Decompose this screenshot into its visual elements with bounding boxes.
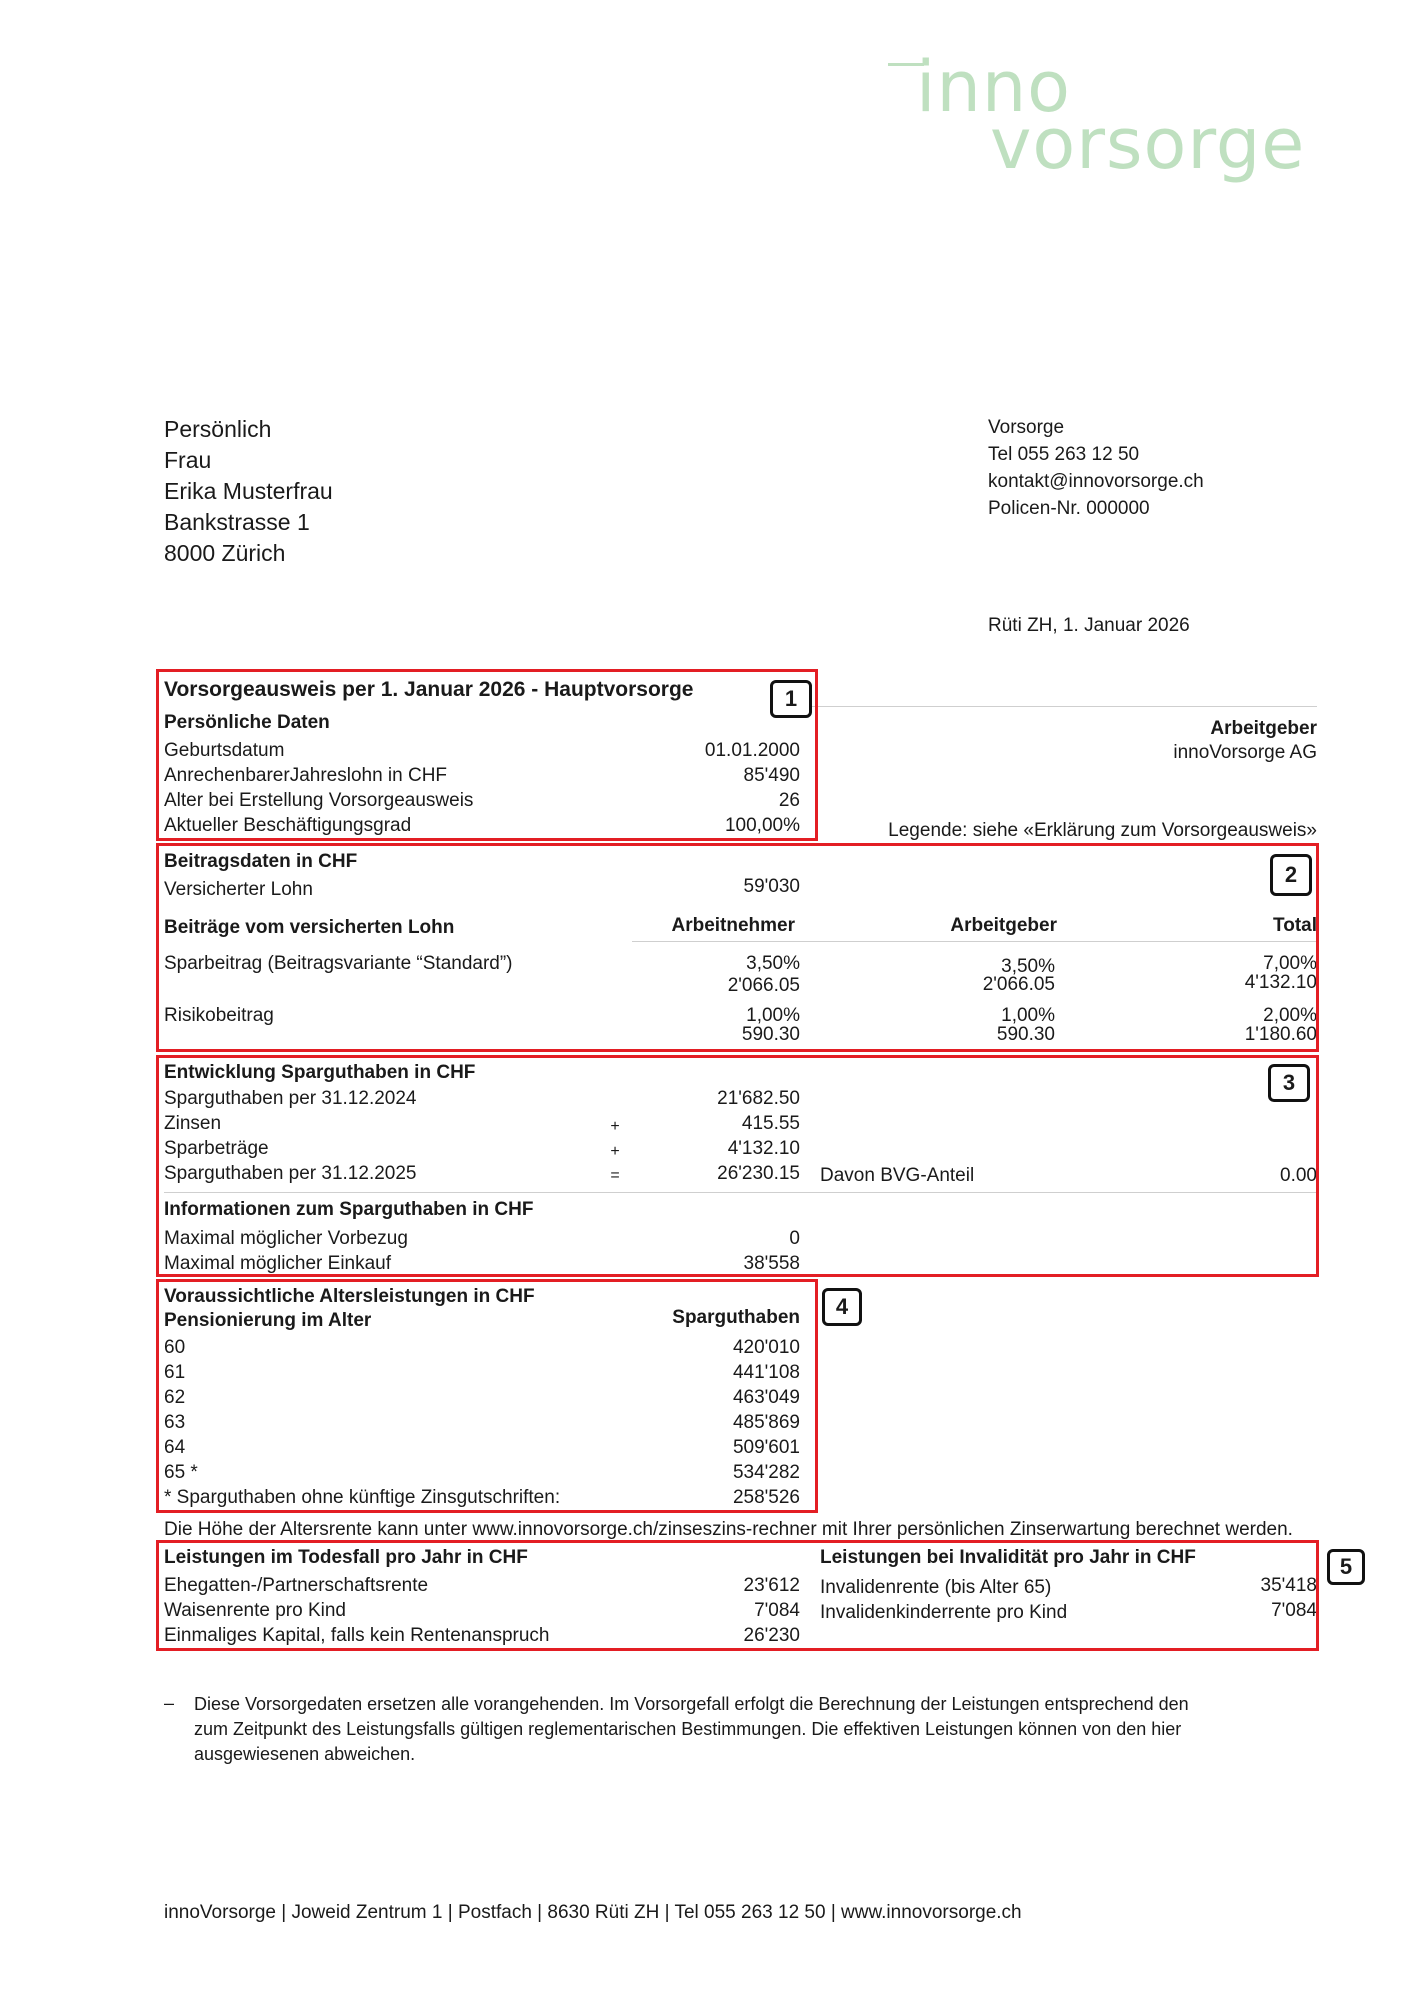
max-purchase-value: 38'558	[743, 1253, 800, 1274]
savings-start-value: 21'682.50	[717, 1088, 800, 1109]
recipient-line: Bankstrasse 1	[164, 509, 310, 535]
logo-text-line2: vorsorge	[990, 103, 1306, 185]
employment-level-value: 100,00%	[724, 815, 800, 836]
employer-name: innoVorsorge AG	[1173, 742, 1317, 763]
disability-child-pension-value: 7'084	[1271, 1600, 1317, 1621]
highlight-box-2	[156, 843, 1319, 1052]
total-pct: 2,00%	[1263, 1005, 1317, 1026]
contact-line: Policen-Nr. 000000	[988, 498, 1150, 519]
employee-amount: 590.30	[741, 1024, 800, 1045]
savings-contribution-label: Sparbeitrag (Beitragsvariante “Standard”)	[164, 953, 513, 974]
highlight-box-3	[156, 1055, 1319, 1277]
recipient-line: Frau	[164, 447, 212, 473]
annual-salary-value: 85'490	[743, 765, 800, 786]
savings-start-label: Sparguthaben per 31.12.2024	[164, 1088, 417, 1109]
recipient-line: Persönlich	[164, 416, 272, 442]
employer-amount: 2'066.05	[982, 974, 1055, 995]
highlight-box-1	[156, 669, 818, 841]
total-pct: 7,00%	[1263, 953, 1317, 974]
contact-line: Vorsorge	[988, 417, 1065, 438]
logo-text-line1: inno	[916, 46, 1072, 128]
retirement-age: 60	[164, 1337, 186, 1358]
retirement-age: 61	[164, 1362, 186, 1383]
recipient-address	[164, 414, 333, 569]
section-marker-1: 1	[770, 680, 812, 718]
disclaimer-line: ausgewiesenen abweichen.	[194, 1744, 416, 1764]
savings-contributions-label: Sparbeträge	[164, 1138, 269, 1159]
disability-pension-value: 35'418	[1260, 1575, 1317, 1596]
savings-without-interest-label: * Sparguthaben ohne künftige Zinsgutschriften:	[164, 1487, 561, 1508]
retirement-savings: 534'282	[732, 1462, 800, 1483]
footer-address: innoVorsorge | Joweid Zentrum 1 | Postfach | 8630 Rüti ZH | Tel 055 263 12 50 | www.innovorsorge.ch	[164, 1902, 1022, 1923]
contact-block	[988, 414, 1204, 522]
legend-note: Legende: siehe «Erklärung zum Vorsorgeausweis»	[888, 820, 1317, 841]
plus-operator: +	[610, 1118, 620, 1135]
employment-level-label: Aktueller Beschäftigungsgrad	[164, 815, 412, 836]
contribution-data-heading: Beitragsdaten in CHF	[164, 851, 358, 872]
orphan-pension-label: Waisenrente pro Kind	[164, 1600, 347, 1621]
max-withdrawal-label: Maximal möglicher Vorbezug	[164, 1228, 408, 1249]
contact-line: Tel 055 263 12 50	[988, 444, 1140, 465]
column-employee: Arbeitnehmer	[671, 915, 795, 936]
place-date: Rüti ZH, 1. Januar 2026	[988, 615, 1190, 636]
disability-child-pension-label: Invalidenkinderrente pro Kind	[820, 1602, 1068, 1623]
section-marker-2: 2	[1270, 854, 1312, 896]
section-marker-3: 3	[1268, 1064, 1310, 1102]
column-total: Total	[1273, 915, 1317, 936]
retirement-age: 65 *	[164, 1462, 198, 1483]
employee-amount: 2'066.05	[727, 975, 800, 996]
employer-heading: Arbeitgeber	[1210, 718, 1317, 739]
retirement-savings: 509'601	[732, 1437, 800, 1458]
equals-operator: =	[610, 1167, 620, 1184]
savings-end-value: 26'230.15	[717, 1163, 800, 1184]
recipient-line: 8000 Zürich	[164, 540, 286, 566]
employee-pct: 3,50%	[746, 953, 800, 974]
total-amount: 1'180.60	[1244, 1024, 1317, 1045]
retirement-age-column: Pensionierung im Alter	[164, 1310, 372, 1331]
section-marker-4: 4	[822, 1288, 862, 1326]
spouse-pension-label: Ehegatten-/Partnerschaftsrente	[164, 1575, 429, 1596]
recipient-line: Erika Musterfrau	[164, 478, 333, 504]
disclaimer-line: Diese Vorsorgedaten ersetzen alle vorangehenden. Im Vorsorgefall erfolgt die Berechnung der Leistungen entsprechend den	[194, 1694, 1189, 1714]
max-purchase-label: Maximal möglicher Einkauf	[164, 1253, 392, 1274]
interest-value: 415.55	[741, 1113, 800, 1134]
age-value: 26	[778, 790, 800, 811]
employer-pct: 3,50%	[1001, 956, 1055, 977]
annual-salary-label: AnrechenbarerJahreslohn in CHF	[164, 765, 448, 786]
employer-pct: 1,00%	[1001, 1005, 1055, 1026]
lump-sum-value: 26'230	[743, 1625, 800, 1646]
retirement-age: 64	[164, 1437, 186, 1458]
divider	[800, 706, 1317, 707]
retirement-savings: 485'869	[732, 1412, 800, 1433]
risk-contribution-label: Risikobeitrag	[164, 1005, 274, 1026]
max-withdrawal-value: 0	[789, 1228, 800, 1249]
disability-pension-label: Invalidenrente (bis Alter 65)	[820, 1577, 1052, 1598]
contributions-table-heading: Beiträge vom versicherten Lohn	[164, 917, 455, 938]
disability-benefits-heading: Leistungen bei Invalidität pro Jahr in CHF	[820, 1547, 1196, 1568]
retirement-benefits-heading: Voraussichtliche Altersleistungen in CHF	[164, 1286, 535, 1307]
highlight-box-5	[156, 1540, 1319, 1651]
retirement-savings: 420'010	[732, 1337, 800, 1358]
age-label: Alter bei Erstellung Vorsorgeausweis	[164, 790, 474, 811]
disclaimer-line: zum Zeitpunkt des Leistungsfalls gültigen reglementarischen Bestimmungen. Die effektiven Leistungen können von den hier	[194, 1719, 1182, 1739]
plus-operator: +	[610, 1143, 620, 1160]
contact-line: kontakt@innovorsorge.ch	[988, 471, 1204, 492]
savings-without-interest-value: 258'526	[732, 1487, 800, 1508]
disclaimer-bullet: –	[164, 1693, 175, 1713]
insured-salary-value: 59'030	[743, 876, 800, 897]
total-amount: 4'132.10	[1244, 972, 1317, 993]
retirement-savings: 463'049	[732, 1387, 800, 1408]
retirement-savings: 441'108	[732, 1362, 800, 1383]
savings-info-heading: Informationen zum Sparguthaben in CHF	[164, 1199, 534, 1220]
savings-end-label: Sparguthaben per 31.12.2025	[164, 1163, 417, 1184]
orphan-pension-value: 7'084	[754, 1600, 800, 1621]
section-marker-5: 5	[1327, 1549, 1365, 1585]
retirement-age: 63	[164, 1412, 186, 1433]
pension-calculator-note: Die Höhe der Altersrente kann unter www.innovorsorge.ch/zinseszins-rechner mit Ihrer persönlichen Zinserwartung berechnet werden.	[164, 1519, 1293, 1540]
birthdate-value: 01.01.2000	[704, 740, 800, 761]
disclaimer-text	[194, 1692, 1189, 1767]
highlight-box-4	[156, 1279, 818, 1513]
birthdate-label: Geburtsdatum	[164, 740, 285, 761]
personal-data-heading: Persönliche Daten	[164, 712, 330, 733]
employer-amount: 590.30	[996, 1024, 1055, 1045]
savings-column: Sparguthaben	[672, 1307, 800, 1328]
bvg-share-label: Davon BVG-Anteil	[820, 1165, 975, 1186]
insured-salary-label: Versicherter Lohn	[164, 879, 313, 900]
column-employer: Arbeitgeber	[950, 915, 1057, 936]
retirement-age: 62	[164, 1387, 186, 1408]
bvg-share-value: 0.00	[1280, 1165, 1317, 1186]
death-benefits-heading: Leistungen im Todesfall pro Jahr in CHF	[164, 1547, 528, 1568]
savings-contributions-value: 4'132.10	[727, 1138, 800, 1159]
interest-label: Zinsen	[164, 1113, 222, 1134]
spouse-pension-value: 23'612	[743, 1575, 800, 1596]
employee-pct: 1,00%	[746, 1005, 800, 1026]
document-title: Vorsorgeausweis per 1. Januar 2026 - Hauptvorsorge	[164, 678, 694, 701]
lump-sum-label: Einmaliges Kapital, falls kein Rentenanspruch	[164, 1625, 550, 1646]
savings-development-heading: Entwicklung Sparguthaben in CHF	[164, 1062, 476, 1083]
